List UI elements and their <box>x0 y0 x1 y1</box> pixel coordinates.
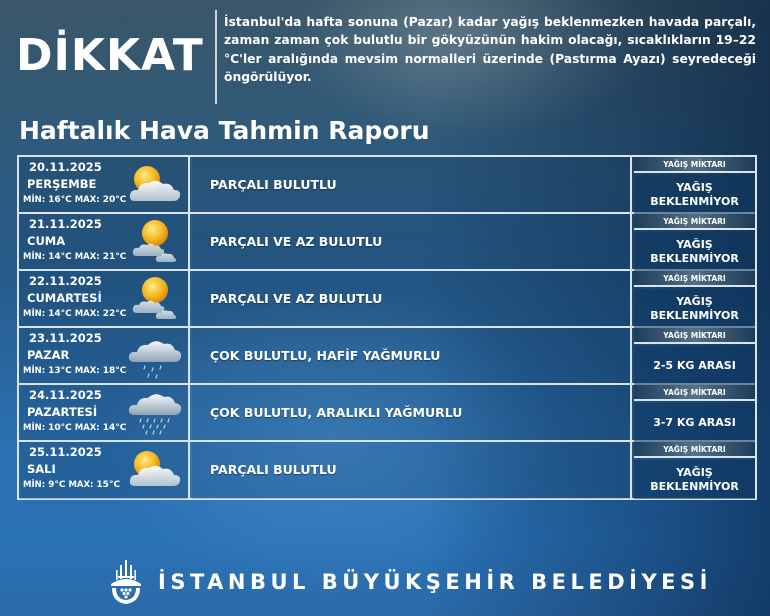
light-rain-icon <box>123 332 185 382</box>
min-temp: 13°C <box>48 366 72 376</box>
max-label: MAX: <box>68 480 94 490</box>
temperature-range <box>23 195 126 205</box>
description-cell <box>192 214 632 269</box>
precipitation-value: YAĞIŞ BEKLENMİYOR <box>634 232 755 271</box>
weather-description: PARÇALI VE AZ BULUTLU <box>210 291 383 306</box>
precipitation-cell <box>634 271 755 326</box>
weather-description: PARÇALI BULUTLU <box>210 177 337 192</box>
description-cell <box>192 442 632 499</box>
precipitation-value: YAĞIŞ BEKLENMİYOR <box>634 289 755 328</box>
forecast-day: CUMARTESİ <box>27 291 102 305</box>
page-title: Haftalık Hava Tahmin Raporu <box>19 116 430 145</box>
min-label: MİN: <box>23 480 46 490</box>
forecast-date: 23.11.2025 <box>29 331 102 345</box>
organization-name: İSTANBUL BÜYÜKŞEHİR BELEDİYESİ <box>158 570 712 594</box>
forecast-day: CUMA <box>27 234 66 248</box>
precipitation-value: 2-5 KG ARASI <box>634 346 755 385</box>
forecast-day: PERŞEMBE <box>27 177 97 191</box>
forecast-day: SALI <box>27 462 56 476</box>
date-cell <box>19 328 190 383</box>
partly-cloudy-icon <box>123 446 185 496</box>
weather-description: ÇOK BULUTLU, HAFİF YAĞMURLU <box>210 348 441 363</box>
temperature-range <box>23 309 126 319</box>
mostly-sunny-icon <box>123 275 185 325</box>
forecast-row <box>19 271 755 328</box>
max-temp: 22°C <box>102 309 127 319</box>
max-label: MAX: <box>74 309 100 319</box>
precipitation-label: YAĞIŞ MİKTARI <box>634 442 755 458</box>
precipitation-label: YAĞIŞ MİKTARI <box>634 214 755 230</box>
max-label: MAX: <box>74 366 100 376</box>
precipitation-cell <box>634 328 755 383</box>
weather-description: ÇOK BULUTLU, ARALIKLI YAĞMURLU <box>210 405 463 420</box>
precipitation-value: 3-7 KG ARASI <box>634 403 755 442</box>
forecast-row <box>19 157 755 214</box>
max-temp: 21°C <box>102 252 127 262</box>
min-label: MİN: <box>23 309 46 319</box>
precipitation-value: YAĞIŞ BEKLENMİYOR <box>634 460 755 499</box>
precipitation-label: YAĞIŞ MİKTARI <box>634 271 755 287</box>
temperature-range <box>23 366 126 376</box>
max-label: MAX: <box>74 252 100 262</box>
description-cell <box>192 328 632 383</box>
precipitation-cell <box>634 442 755 499</box>
forecast-row <box>19 385 755 442</box>
precipitation-value: YAĞIŞ BEKLENMİYOR <box>634 175 755 214</box>
max-label: MAX: <box>74 423 100 433</box>
min-label: MİN: <box>23 252 46 262</box>
min-label: MİN: <box>23 195 46 205</box>
temperature-range <box>23 252 126 262</box>
max-temp: 14°C <box>102 423 127 433</box>
forecast-day: PAZAR <box>27 348 70 362</box>
ibb-logo-icon <box>108 558 144 606</box>
forecast-row <box>19 214 755 271</box>
min-temp: 10°C <box>48 423 72 433</box>
description-cell <box>192 385 632 440</box>
rain-icon <box>123 389 185 439</box>
mostly-sunny-icon <box>123 218 185 268</box>
date-cell <box>19 157 190 212</box>
partly-cloudy-icon <box>123 161 185 211</box>
divider <box>215 10 217 104</box>
weather-description: PARÇALI VE AZ BULUTLU <box>210 234 383 249</box>
footer <box>108 558 712 606</box>
precipitation-label: YAĞIŞ MİKTARI <box>634 385 755 401</box>
warning-notice: İstanbul'da hafta sonuna (Pazar) kadar yağış beklenmezken havada parçalı, zaman zaman çok bulutlu bir gökyüzünün hakim olacağı, sıcaklıkların 19–22 °C'ler aralığında mevsim normalleri üzerinde (Pastırma Ayazı) seyredeceği öngörülüyor. <box>224 15 756 84</box>
forecast-row <box>19 442 755 499</box>
forecast-date: 20.11.2025 <box>29 160 102 174</box>
min-temp: 9°C <box>48 480 66 490</box>
date-cell <box>19 214 190 269</box>
precipitation-label: YAĞIŞ MİKTARI <box>634 157 755 173</box>
temperature-range <box>23 480 120 490</box>
forecast-row <box>19 328 755 385</box>
forecast-date: 25.11.2025 <box>29 445 102 459</box>
max-temp: 20°C <box>102 195 127 205</box>
max-temp: 15°C <box>96 480 121 490</box>
min-label: MİN: <box>23 366 46 376</box>
min-temp: 16°C <box>48 195 72 205</box>
forecast-date: 21.11.2025 <box>29 217 102 231</box>
date-cell <box>19 442 190 499</box>
description-cell <box>192 271 632 326</box>
temperature-range <box>23 423 126 433</box>
precipitation-cell <box>634 385 755 440</box>
precipitation-label: YAĞIŞ MİKTARI <box>634 328 755 344</box>
forecast-day: PAZARTESİ <box>27 405 98 419</box>
forecast-table <box>17 155 757 500</box>
date-cell <box>19 385 190 440</box>
header <box>0 0 770 112</box>
date-cell <box>19 271 190 326</box>
forecast-date: 22.11.2025 <box>29 274 102 288</box>
min-label: MİN: <box>23 423 46 433</box>
precipitation-cell <box>634 214 755 269</box>
precipitation-cell <box>634 157 755 212</box>
warning-heading: DİKKAT <box>16 30 204 81</box>
max-label: MAX: <box>74 195 100 205</box>
forecast-date: 24.11.2025 <box>29 388 102 402</box>
description-cell <box>192 157 632 212</box>
max-temp: 18°C <box>102 366 127 376</box>
weather-description: PARÇALI BULUTLU <box>210 462 337 477</box>
min-temp: 14°C <box>48 252 72 262</box>
min-temp: 14°C <box>48 309 72 319</box>
